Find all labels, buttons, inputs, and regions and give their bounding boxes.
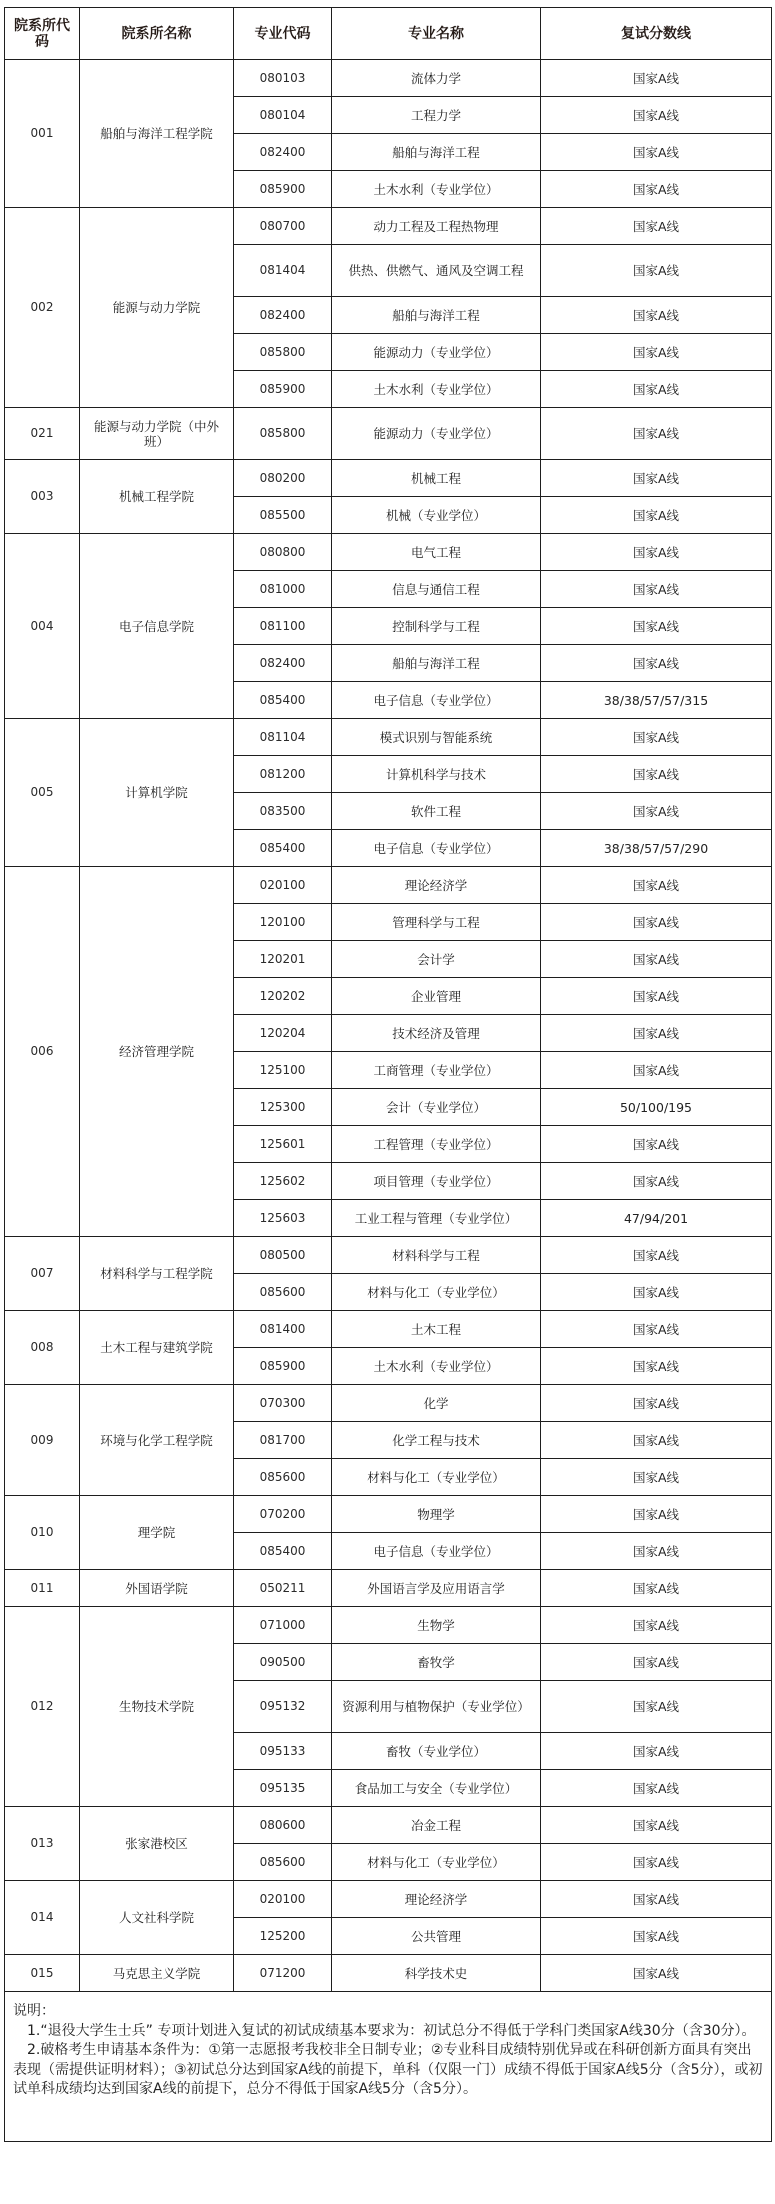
table-row: [5, 1385, 772, 1422]
major-code-cell: 085600: [234, 1459, 332, 1496]
table-row: [5, 1807, 772, 1844]
dept-name-cell: 土木工程与建筑学院: [80, 1311, 234, 1385]
major-code-cell: 071200: [234, 1955, 332, 1992]
dept-code-cell: 009: [5, 1385, 80, 1496]
major-name-cell: 土木水利（专业学位）: [332, 1348, 541, 1385]
major-code-cell: 120100: [234, 904, 332, 941]
major-name-cell: 畜牧（专业学位）: [332, 1733, 541, 1770]
retest-score-cell: 国家A线: [541, 245, 772, 297]
table-row: [5, 1496, 772, 1533]
major-code-cell: 081200: [234, 756, 332, 793]
retest-score-table: [4, 7, 772, 2142]
major-name-cell: 供热、供燃气、通风及空调工程: [332, 245, 541, 297]
dept-code-cell: 007: [5, 1237, 80, 1311]
retest-score-cell: 50/100/195: [541, 1089, 772, 1126]
major-code-cell: 125300: [234, 1089, 332, 1126]
table-row: [5, 534, 772, 571]
retest-score-cell: 国家A线: [541, 1918, 772, 1955]
major-code-cell: 082400: [234, 134, 332, 171]
retest-score-cell: 国家A线: [541, 1570, 772, 1607]
dept-code-cell: 005: [5, 719, 80, 867]
retest-score-cell: 国家A线: [541, 60, 772, 97]
retest-score-cell: 国家A线: [541, 941, 772, 978]
dept-name-cell: 计算机学院: [80, 719, 234, 867]
retest-score-cell: 38/38/57/57/315: [541, 682, 772, 719]
major-code-cell: 081700: [234, 1422, 332, 1459]
major-name-cell: 流体力学: [332, 60, 541, 97]
retest-score-cell: 国家A线: [541, 793, 772, 830]
major-code-cell: 085400: [234, 1533, 332, 1570]
major-code-cell: 125601: [234, 1126, 332, 1163]
table-row: [5, 867, 772, 904]
major-code-cell: 080600: [234, 1807, 332, 1844]
retest-score-cell: 国家A线: [541, 645, 772, 682]
notes-cell: [5, 1992, 772, 2142]
header-major-code: 专业代码: [234, 8, 332, 60]
dept-name-cell: 材料科学与工程学院: [80, 1237, 234, 1311]
major-code-cell: 085500: [234, 497, 332, 534]
retest-score-cell: 国家A线: [541, 1237, 772, 1274]
major-name-cell: 会计学: [332, 941, 541, 978]
major-code-cell: 120204: [234, 1015, 332, 1052]
major-name-cell: 船舶与海洋工程: [332, 134, 541, 171]
retest-score-cell: 国家A线: [541, 1881, 772, 1918]
major-code-cell: 090500: [234, 1644, 332, 1681]
major-code-cell: 095132: [234, 1681, 332, 1733]
notes-title: 说明：: [13, 2003, 55, 2019]
major-name-cell: 电子信息（专业学位）: [332, 830, 541, 867]
retest-score-cell: 国家A线: [541, 171, 772, 208]
retest-score-cell: 国家A线: [541, 608, 772, 645]
major-code-cell: 083500: [234, 793, 332, 830]
retest-score-cell: 国家A线: [541, 1844, 772, 1881]
retest-score-cell: 国家A线: [541, 1807, 772, 1844]
major-code-cell: 081100: [234, 608, 332, 645]
retest-score-cell: 国家A线: [541, 460, 772, 497]
dept-code-cell: 021: [5, 408, 80, 460]
retest-score-cell: 国家A线: [541, 208, 772, 245]
major-name-cell: 理论经济学: [332, 1881, 541, 1918]
major-name-cell: 会计（专业学位）: [332, 1089, 541, 1126]
major-code-cell: 085600: [234, 1274, 332, 1311]
table-row: [5, 1237, 772, 1274]
major-name-cell: 模式识别与智能系统: [332, 719, 541, 756]
dept-name-cell: 外国语学院: [80, 1570, 234, 1607]
major-name-cell: 船舶与海洋工程: [332, 645, 541, 682]
major-name-cell: 工商管理（专业学位）: [332, 1052, 541, 1089]
retest-score-cell: 国家A线: [541, 334, 772, 371]
major-code-cell: 071000: [234, 1607, 332, 1644]
major-name-cell: 工业工程与管理（专业学位）: [332, 1200, 541, 1237]
major-code-cell: 085800: [234, 334, 332, 371]
retest-score-cell: 国家A线: [541, 408, 772, 460]
major-code-cell: 120202: [234, 978, 332, 1015]
dept-code-cell: 006: [5, 867, 80, 1237]
major-name-cell: 电子信息（专业学位）: [332, 682, 541, 719]
major-code-cell: 120201: [234, 941, 332, 978]
major-name-cell: 机械（专业学位）: [332, 497, 541, 534]
dept-code-cell: 001: [5, 60, 80, 208]
retest-score-cell: 国家A线: [541, 867, 772, 904]
major-name-cell: 电气工程: [332, 534, 541, 571]
retest-score-cell: 47/94/201: [541, 1200, 772, 1237]
retest-score-cell: 国家A线: [541, 571, 772, 608]
major-name-cell: 土木水利（专业学位）: [332, 171, 541, 208]
major-code-cell: 085600: [234, 1844, 332, 1881]
dept-name-cell: 经济管理学院: [80, 867, 234, 1237]
major-code-cell: 020100: [234, 867, 332, 904]
major-code-cell: 125602: [234, 1163, 332, 1200]
retest-score-cell: 国家A线: [541, 497, 772, 534]
major-name-cell: 能源动力（专业学位）: [332, 408, 541, 460]
major-name-cell: 冶金工程: [332, 1807, 541, 1844]
major-code-cell: 125100: [234, 1052, 332, 1089]
retest-score-cell: 国家A线: [541, 97, 772, 134]
major-code-cell: 080800: [234, 534, 332, 571]
retest-score-cell: 国家A线: [541, 719, 772, 756]
major-code-cell: 082400: [234, 645, 332, 682]
retest-score-cell: 国家A线: [541, 371, 772, 408]
retest-score-cell: 38/38/57/57/290: [541, 830, 772, 867]
note-item: 1.“退役大学生士兵” 专项计划进入复试的初试成绩基本要求为：初试总分不得低于学科门类国家A线30分（含30分）。: [27, 2022, 756, 2039]
major-name-cell: 工程力学: [332, 97, 541, 134]
major-name-cell: 外国语言学及应用语言学: [332, 1570, 541, 1607]
major-name-cell: 土木水利（专业学位）: [332, 371, 541, 408]
table-body: [5, 60, 772, 1992]
major-code-cell: 082400: [234, 297, 332, 334]
dept-name-cell: 能源与动力学院: [80, 208, 234, 408]
major-name-cell: 工程管理（专业学位）: [332, 1126, 541, 1163]
dept-code-cell: 011: [5, 1570, 80, 1607]
major-name-cell: 能源动力（专业学位）: [332, 334, 541, 371]
major-name-cell: 软件工程: [332, 793, 541, 830]
retest-score-cell: 国家A线: [541, 1163, 772, 1200]
major-name-cell: 资源利用与植物保护（专业学位）: [332, 1681, 541, 1733]
retest-score-cell: 国家A线: [541, 904, 772, 941]
dept-name-cell: 人文社科学院: [80, 1881, 234, 1955]
header-major-name: 专业名称: [332, 8, 541, 60]
dept-name-cell: 张家港校区: [80, 1807, 234, 1881]
header-retest-score: 复试分数线: [541, 8, 772, 60]
retest-score-cell: 国家A线: [541, 1496, 772, 1533]
retest-score-cell: 国家A线: [541, 1955, 772, 1992]
major-name-cell: 动力工程及工程热物理: [332, 208, 541, 245]
major-code-cell: 080103: [234, 60, 332, 97]
major-code-cell: 080104: [234, 97, 332, 134]
retest-score-cell: 国家A线: [541, 1533, 772, 1570]
table-row: [5, 1607, 772, 1644]
dept-name-cell: 生物技术学院: [80, 1607, 234, 1807]
dept-code-cell: 015: [5, 1955, 80, 1992]
table-row: [5, 1311, 772, 1348]
major-name-cell: 公共管理: [332, 1918, 541, 1955]
note-item: 2.破格考生申请基本条件为：①第一志愿报考我校非全日制专业；②专业科目成绩特别优异或在科研创新方面具有突出表现（需提供证明材料）；③初试总分达到国家A线的前提下，单科（仅限一门）成绩不得低于国家A线5分（含5分），或初试单科成绩均达到国家A线的前提下，总分不得低于国家A线5分（含5分）。: [13, 2042, 763, 2097]
retest-score-cell: 国家A线: [541, 134, 772, 171]
retest-score-cell: 国家A线: [541, 1644, 772, 1681]
major-code-cell: 085400: [234, 682, 332, 719]
major-code-cell: 080200: [234, 460, 332, 497]
table-row: [5, 60, 772, 97]
major-name-cell: 项目管理（专业学位）: [332, 1163, 541, 1200]
retest-score-cell: 国家A线: [541, 1459, 772, 1496]
major-name-cell: 电子信息（专业学位）: [332, 1533, 541, 1570]
dept-name-cell: 电子信息学院: [80, 534, 234, 719]
table-row: [5, 208, 772, 245]
header-dept-code: 院系所代码: [5, 8, 80, 60]
major-code-cell: 085900: [234, 1348, 332, 1385]
major-code-cell: 070200: [234, 1496, 332, 1533]
major-code-cell: 085900: [234, 171, 332, 208]
table-row: [5, 1881, 772, 1918]
table-row: [5, 719, 772, 756]
major-code-cell: 080500: [234, 1237, 332, 1274]
major-name-cell: 船舶与海洋工程: [332, 297, 541, 334]
table-row: [5, 460, 772, 497]
major-code-cell: 070300: [234, 1385, 332, 1422]
header-dept-name: 院系所名称: [80, 8, 234, 60]
major-name-cell: 生物学: [332, 1607, 541, 1644]
major-name-cell: 理论经济学: [332, 867, 541, 904]
major-code-cell: 085800: [234, 408, 332, 460]
major-name-cell: 土木工程: [332, 1311, 541, 1348]
major-name-cell: 计算机科学与技术: [332, 756, 541, 793]
major-name-cell: 控制科学与工程: [332, 608, 541, 645]
table-header-row: [5, 8, 772, 60]
dept-code-cell: 014: [5, 1881, 80, 1955]
major-code-cell: 080700: [234, 208, 332, 245]
dept-name-cell: 机械工程学院: [80, 460, 234, 534]
retest-score-cell: 国家A线: [541, 1385, 772, 1422]
dept-code-cell: 012: [5, 1607, 80, 1807]
major-name-cell: 材料科学与工程: [332, 1237, 541, 1274]
table-row: [5, 1570, 772, 1607]
dept-name-cell: 马克思主义学院: [80, 1955, 234, 1992]
dept-code-cell: 013: [5, 1807, 80, 1881]
retest-score-cell: 国家A线: [541, 1126, 772, 1163]
major-name-cell: 畜牧学: [332, 1644, 541, 1681]
table-row: [5, 1955, 772, 1992]
major-code-cell: 095133: [234, 1733, 332, 1770]
major-name-cell: 材料与化工（专业学位）: [332, 1844, 541, 1881]
dept-code-cell: 004: [5, 534, 80, 719]
retest-score-cell: 国家A线: [541, 1348, 772, 1385]
retest-score-cell: 国家A线: [541, 1422, 772, 1459]
retest-score-cell: 国家A线: [541, 534, 772, 571]
major-code-cell: 125603: [234, 1200, 332, 1237]
retest-score-cell: 国家A线: [541, 1733, 772, 1770]
retest-score-cell: 国家A线: [541, 297, 772, 334]
dept-name-cell: 理学院: [80, 1496, 234, 1570]
major-code-cell: 085900: [234, 371, 332, 408]
major-name-cell: 化学: [332, 1385, 541, 1422]
major-code-cell: 095135: [234, 1770, 332, 1807]
dept-name-cell: 能源与动力学院（中外班）: [80, 408, 234, 460]
major-code-cell: 050211: [234, 1570, 332, 1607]
major-code-cell: 081104: [234, 719, 332, 756]
major-code-cell: 085400: [234, 830, 332, 867]
retest-score-cell: 国家A线: [541, 1311, 772, 1348]
retest-score-cell: 国家A线: [541, 756, 772, 793]
retest-score-cell: 国家A线: [541, 1770, 772, 1807]
dept-code-cell: 008: [5, 1311, 80, 1385]
retest-score-cell: 国家A线: [541, 1015, 772, 1052]
major-name-cell: 机械工程: [332, 460, 541, 497]
major-name-cell: 企业管理: [332, 978, 541, 1015]
retest-score-cell: 国家A线: [541, 1607, 772, 1644]
major-name-cell: 管理科学与工程: [332, 904, 541, 941]
dept-code-cell: 003: [5, 460, 80, 534]
major-code-cell: 081400: [234, 1311, 332, 1348]
major-code-cell: 081000: [234, 571, 332, 608]
major-name-cell: 物理学: [332, 1496, 541, 1533]
dept-name-cell: 船舶与海洋工程学院: [80, 60, 234, 208]
major-name-cell: 信息与通信工程: [332, 571, 541, 608]
retest-score-cell: 国家A线: [541, 1681, 772, 1733]
major-name-cell: 材料与化工（专业学位）: [332, 1274, 541, 1311]
table-row: [5, 408, 772, 460]
major-name-cell: 化学工程与技术: [332, 1422, 541, 1459]
dept-code-cell: 010: [5, 1496, 80, 1570]
major-name-cell: 技术经济及管理: [332, 1015, 541, 1052]
major-name-cell: 食品加工与安全（专业学位）: [332, 1770, 541, 1807]
retest-score-cell: 国家A线: [541, 1052, 772, 1089]
retest-score-cell: 国家A线: [541, 978, 772, 1015]
notes-row: [5, 1992, 772, 2142]
major-code-cell: 081404: [234, 245, 332, 297]
dept-name-cell: 环境与化学工程学院: [80, 1385, 234, 1496]
dept-code-cell: 002: [5, 208, 80, 408]
major-code-cell: 020100: [234, 1881, 332, 1918]
major-name-cell: 科学技术史: [332, 1955, 541, 1992]
major-code-cell: 125200: [234, 1918, 332, 1955]
retest-score-cell: 国家A线: [541, 1274, 772, 1311]
major-name-cell: 材料与化工（专业学位）: [332, 1459, 541, 1496]
